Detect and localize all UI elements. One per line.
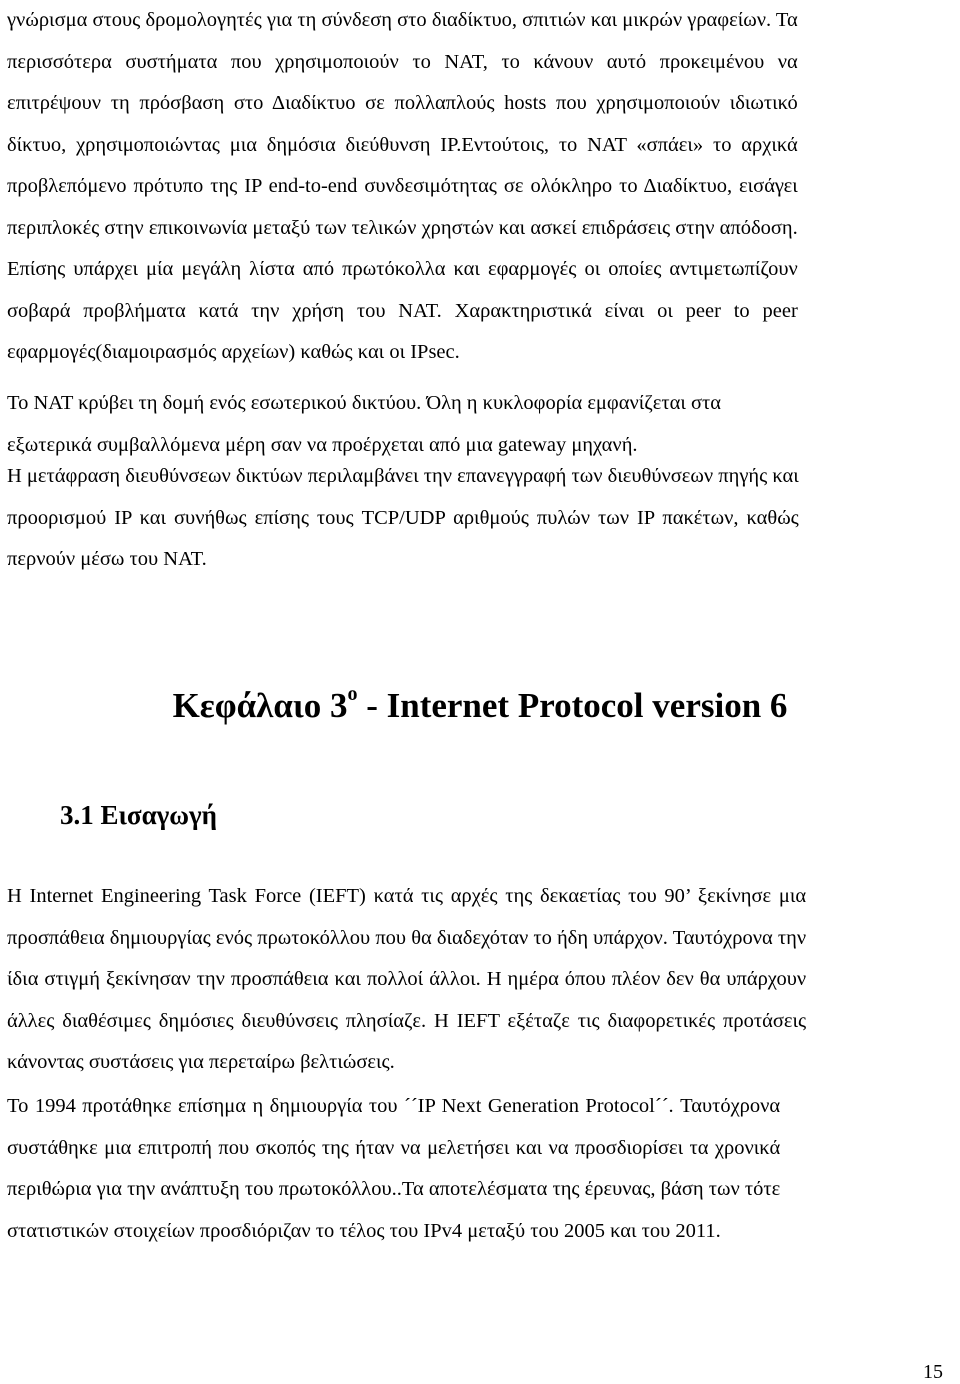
text-line: δίκτυο, χρησιμοποιώντας μια δημόσια διεύθυνση IP.Εντούτοις, το NAT «σπάει» το αρχικά xyxy=(7,133,798,156)
paragraph-ipng-1994 xyxy=(7,1086,780,1252)
chapter-title-suffix: - Internet Protocol version 6 xyxy=(357,686,788,725)
text-line: Το NAT κρύβει τη δομή ενός εσωτερικού δικτύου. Όλη η κυκλοφορία εμφανίζεται στα xyxy=(7,392,722,414)
text-line: περιπλοκές στην επικοινωνία μεταξύ των τελικών χρηστών και ασκεί επιδράσεις στην απόδοση. xyxy=(7,216,798,239)
text-line: ίδια στιγμή ξεκίνησαν την προσπάθεια και πολλοί άλλοι. Η ημέρα όπου πλέον δεν θα υπάρχουν xyxy=(7,968,807,990)
text-line: περισσότερα συστήματα που χρησιμοποιούν το NAT, το κάνουν αυτό προκειμένου να xyxy=(7,50,798,73)
text-line: γνώρισμα στους δρομολογητές για τη σύνδεση στο διαδίκτυο, σπιτιών και μικρών γραφείων. Τα xyxy=(7,9,798,31)
text-line: συστάθηκε μια επιτροπή που σκοπός της ήταν να μελετήσει και να προσδιορίσει τα χρονικά xyxy=(7,1136,781,1159)
page-number: 15 xyxy=(923,1361,943,1383)
chapter-title xyxy=(0,683,960,726)
text-line: άλλες διαθέσιμες δημόσιες διευθύνσεις πλησίαζε. Η IEFT εξέταζε τις διαφορετικές προτάσεις xyxy=(7,1009,807,1032)
text-line: περνούν μέσω του NAT. xyxy=(7,548,207,570)
paragraph-nat-issues xyxy=(7,0,798,374)
section-heading: 3.1 Εισαγωγή xyxy=(60,800,217,830)
text-line: Επίσης υπάρχει μία μεγάλη λίστα από πρωτόκολλα και εφαρμογές οι οποίες αντιμετωπίζουν xyxy=(7,258,798,280)
paragraph-nat-translation xyxy=(7,456,799,581)
text-line: επιτρέψουν τη πρόσβαση στο Διαδίκτυο σε πολλαπλούς hosts που χρησιμοποιούν ιδιωτικό xyxy=(7,92,798,114)
text-line: εφαρμογές(διαμοιρασμός αρχείων) καθώς και οι IPsec. xyxy=(7,341,460,363)
text-line: προβλεπόμενο πρότυπο της IP end-to-end συνδεσιμότητας σε ολόκληρο το Διαδίκτυο, εισάγει xyxy=(7,175,798,197)
text-line: προσπάθεια δημιουργίας ενός πρωτοκόλλου που θα διαδεχόταν το ήδη υπάρχον. Ταυτόχρονα την xyxy=(7,926,807,949)
chapter-title-ordinal: ο xyxy=(347,683,358,706)
paragraph-ietf-intro xyxy=(7,876,806,1084)
text-line: κάνοντας συστάσεις για περεταίρω βελτιώσεις. xyxy=(7,1051,395,1073)
text-line: στατιστικών στοιχείων προσδιόριζαν το τέλος του IPv4 μεταξύ του 2005 και του 2011. xyxy=(7,1219,721,1242)
text-line: Η Internet Engineering Task Force (IEFT) κατά τις αρχές της δεκαετίας του 90’ ξεκίνησε μια xyxy=(7,885,807,907)
text-line: Το 1994 προτάθηκε επίσημα η δημιουργία του ´´IP Next Generation Protocol´´. Ταυτόχρονα xyxy=(7,1095,781,1117)
paragraph-nat-hides xyxy=(7,383,721,466)
text-line: εξωτερικά συμβαλλόμενα μέρη σαν να προέρχεται από μια gateway μηχανή. xyxy=(7,433,638,456)
text-line: περιθώρια για την ανάπτυξη του πρωτοκόλλου..Τα αποτελέσματα της έρευνας, βάση των τότε xyxy=(7,1178,781,1200)
text-line: προορισμού IP και συνήθως επίσης τους TCP/UDP αριθμούς πυλών των IP πακέτων, καθώς xyxy=(7,506,799,529)
text-line: σοβαρά προβλήματα κατά την χρήση του NAT. Χαρακτηριστικά είναι οι peer to peer xyxy=(7,299,798,322)
text-line: Η μετάφραση διευθύνσεων δικτύων περιλαμβάνει την επανεγγραφή των διευθύνσεων πηγής και xyxy=(7,465,799,487)
chapter-title-prefix: Κεφάλαιο 3 xyxy=(172,686,348,725)
